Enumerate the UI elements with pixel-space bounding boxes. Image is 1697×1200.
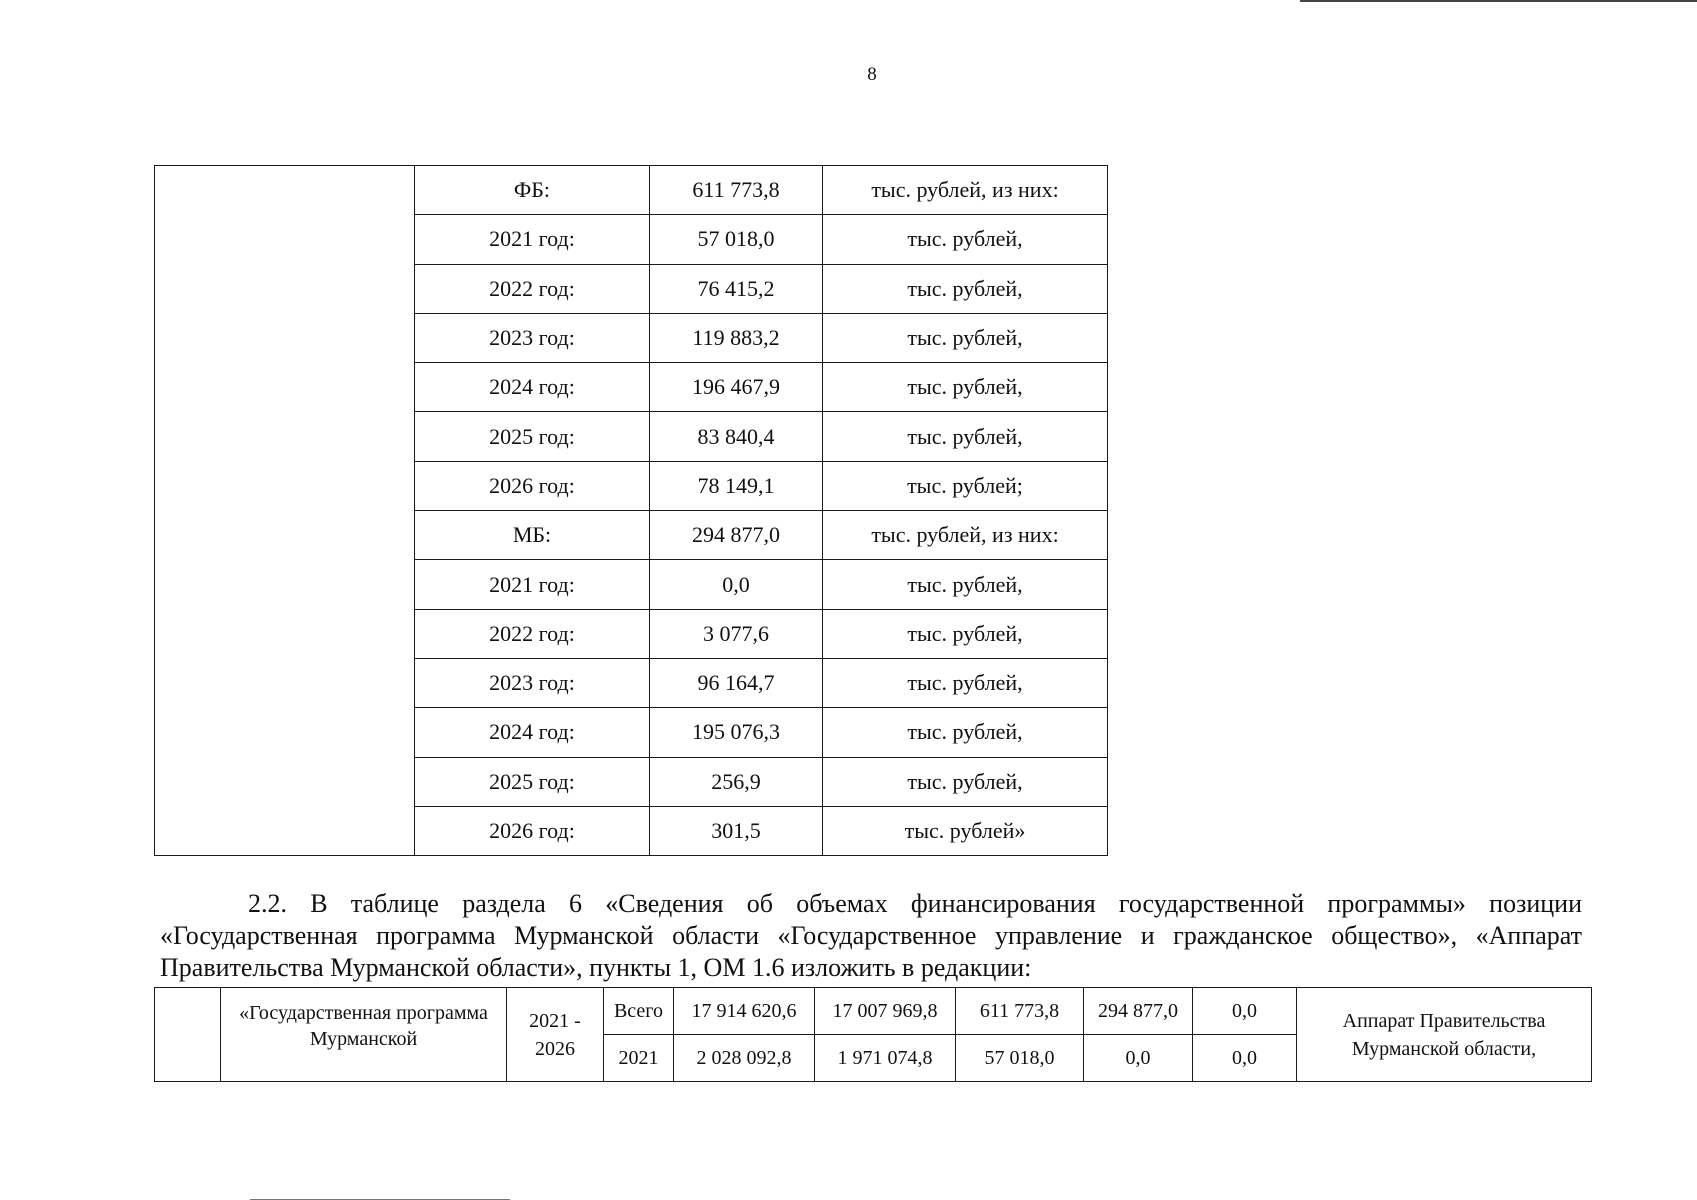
- funding-value-cell: 256,9: [650, 757, 823, 806]
- finance-period: 2021 - 2026: [507, 988, 604, 1082]
- funding-unit-cell: тыс. рублей, из них:: [823, 166, 1108, 215]
- funding-unit-cell: тыс. рублей,: [823, 560, 1108, 609]
- funding-label-cell: ФБ:: [415, 166, 650, 215]
- funding-value-cell: 301,5: [650, 806, 823, 855]
- finance-vb-cell: 0,0: [1193, 988, 1297, 1035]
- funding-unit-cell: тыс. рублей,: [823, 412, 1108, 461]
- program-financing-table: [154, 987, 1592, 1082]
- funding-label-cell: 2021 год:: [415, 560, 650, 609]
- funding-label-cell: 2024 год:: [415, 708, 650, 757]
- finance-year-cell: Всего: [604, 988, 674, 1035]
- funding-value-cell: 76 415,2: [650, 264, 823, 313]
- funding-label-cell: МБ:: [415, 511, 650, 560]
- finance-vb-cell: 0,0: [1193, 1035, 1297, 1082]
- funding-value-cell: 96 164,7: [650, 658, 823, 707]
- funding-unit-cell: тыс. рублей,: [823, 757, 1108, 806]
- finance-ob-cell: 1 971 074,8: [815, 1035, 956, 1082]
- funding-volume-table: [154, 165, 1108, 856]
- funding-unit-cell: тыс. рублей,: [823, 609, 1108, 658]
- funding-value-cell: 3 077,6: [650, 609, 823, 658]
- funding-label-cell: 2022 год:: [415, 264, 650, 313]
- funding-value-cell: 294 877,0: [650, 511, 823, 560]
- funding-label-cell: 2021 год:: [415, 215, 650, 264]
- finance-ob-cell: 17 007 969,8: [815, 988, 956, 1035]
- funding-value-cell: 78 149,1: [650, 461, 823, 510]
- finance-fb-cell: 57 018,0: [956, 1035, 1084, 1082]
- finance-mb-cell: 0,0: [1084, 1035, 1193, 1082]
- funding-unit-cell: тыс. рублей,: [823, 313, 1108, 362]
- funding-value-cell: 119 883,2: [650, 313, 823, 362]
- funding-unit-cell: тыс. рублей,: [823, 215, 1108, 264]
- funding-unit-cell: тыс. рублей,: [823, 363, 1108, 412]
- funding-label-cell: 2023 год:: [415, 313, 650, 362]
- funding-label-cell: 2022 год:: [415, 609, 650, 658]
- top-edge-rule: [1300, 0, 1697, 2]
- finance-year-cell: 2021: [604, 1035, 674, 1082]
- funding-blank-cell: [155, 166, 415, 856]
- funding-row: [155, 166, 1108, 215]
- funding-unit-cell: тыс. рублей,: [823, 658, 1108, 707]
- finance-number-cell: [155, 988, 221, 1082]
- finance-total-cell: 2 028 092,8: [674, 1035, 815, 1082]
- funding-value-cell: 611 773,8: [650, 166, 823, 215]
- funding-label-cell: 2025 год:: [415, 757, 650, 806]
- finance-executor: Аппарат Правительства Мурманской области,: [1297, 988, 1592, 1082]
- finance-program-name: «Государственная программа Мурманской: [221, 988, 507, 1082]
- funding-value-cell: 57 018,0: [650, 215, 823, 264]
- paragraph-text: 2.2. В таблице раздела 6 «Сведения об объемах финансирования государственной программы» позиции «Государственная программа Мурманской области «Государственное управление и гражданское общество», «Аппарат Правительства Мурманской области», пункты 1, ОМ 1.6 изложить в редакции:: [160, 889, 1582, 982]
- funding-value-cell: 196 467,9: [650, 363, 823, 412]
- amendment-paragraph: [160, 888, 1582, 984]
- funding-unit-cell: тыс. рублей, из них:: [823, 511, 1108, 560]
- funding-unit-cell: тыс. рублей,: [823, 264, 1108, 313]
- finance-total-cell: 17 914 620,6: [674, 988, 815, 1035]
- finance-fb-cell: 611 773,8: [956, 988, 1084, 1035]
- page-number: 8: [867, 64, 877, 85]
- funding-unit-cell: тыс. рублей;: [823, 461, 1108, 510]
- funding-value-cell: 0,0: [650, 560, 823, 609]
- funding-table-body: [155, 166, 1108, 856]
- funding-label-cell: 2024 год:: [415, 363, 650, 412]
- funding-label-cell: 2026 год:: [415, 461, 650, 510]
- funding-label-cell: 2023 год:: [415, 658, 650, 707]
- finance-mb-cell: 294 877,0: [1084, 988, 1193, 1035]
- funding-value-cell: 83 840,4: [650, 412, 823, 461]
- finance-row-total: [155, 988, 1592, 1035]
- funding-value-cell: 195 076,3: [650, 708, 823, 757]
- funding-label-cell: 2026 год:: [415, 806, 650, 855]
- funding-unit-cell: тыс. рублей,: [823, 708, 1108, 757]
- funding-unit-cell: тыс. рублей»: [823, 806, 1108, 855]
- funding-label-cell: 2025 год:: [415, 412, 650, 461]
